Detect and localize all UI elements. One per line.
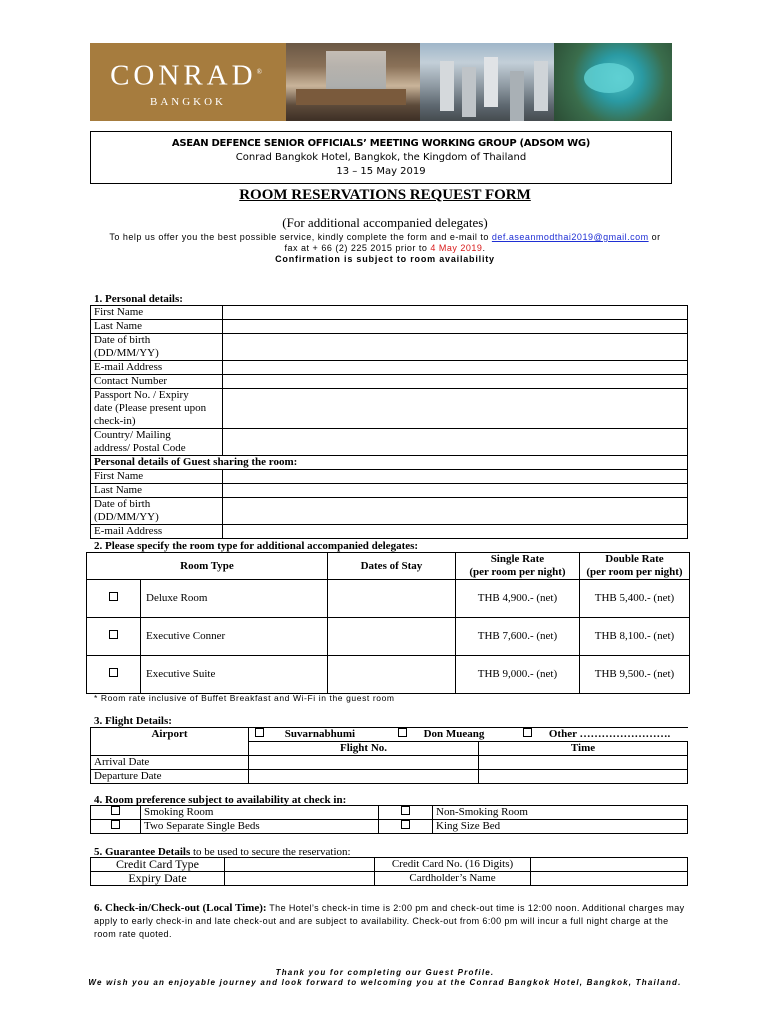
table-row bbox=[91, 470, 688, 484]
dates-header: Dates of Stay bbox=[327, 553, 455, 580]
table-row bbox=[91, 484, 688, 498]
availability-note: Confirmation is subject to room availability bbox=[275, 254, 495, 264]
flight-no-header: Flight No. bbox=[249, 742, 479, 756]
arrival-time-input[interactable] bbox=[479, 756, 688, 770]
instructions-line2: fax at + 66 (2) 225 2015 prior to 4 May 2019. bbox=[284, 243, 486, 253]
cardholder-input[interactable] bbox=[531, 872, 688, 886]
hotel-room-photo bbox=[286, 43, 420, 121]
executive-checkbox[interactable] bbox=[109, 630, 118, 639]
field-label: E-mail Address bbox=[91, 361, 223, 375]
card-label: Credit Card Type bbox=[91, 858, 225, 872]
deluxe-checkbox[interactable] bbox=[109, 592, 118, 601]
thank-you-line: Thank you for completing our Guest Profile. bbox=[275, 968, 495, 977]
field-label: First Name bbox=[91, 470, 223, 484]
guest-dob-input[interactable] bbox=[223, 498, 688, 525]
deadline-date: 4 May 2019 bbox=[430, 243, 483, 253]
table-row bbox=[91, 525, 688, 539]
double-rate-header: Double Rate (per room per night) bbox=[579, 553, 689, 580]
table-row bbox=[91, 742, 688, 756]
time-header: Time bbox=[479, 742, 688, 756]
row-label: Arrival Date bbox=[91, 756, 249, 770]
single-rate: THB 4,900.- (net) bbox=[455, 580, 579, 618]
room-name: Deluxe Room bbox=[141, 580, 328, 618]
room-type-header: Room Type bbox=[87, 553, 328, 580]
conrad-logo: CONRAD® BANGKOK bbox=[90, 43, 286, 121]
card-number-input[interactable] bbox=[531, 858, 688, 872]
policy-text: The Hotel’s check-in time is 2:00 pm and check-out time is 12:00 noon. Additional charges may apply to early check-in and late check-out and are subject to availability. Check-out from 6:00 pm will incur a full night charge at the room rate quoted. bbox=[94, 903, 685, 939]
contact-number-input[interactable] bbox=[223, 375, 688, 389]
table-row bbox=[91, 361, 688, 375]
table-row bbox=[91, 389, 688, 429]
smoking-checkbox[interactable] bbox=[111, 806, 120, 815]
checkin-checkout-policy bbox=[94, 902, 688, 941]
suite-checkbox[interactable] bbox=[109, 668, 118, 677]
single-rate: THB 7,600.- (net) bbox=[455, 618, 579, 656]
suite-dates-input[interactable] bbox=[327, 656, 455, 694]
table-row bbox=[91, 756, 688, 770]
room-name: Executive Suite bbox=[141, 656, 328, 694]
dob-input[interactable] bbox=[223, 334, 688, 361]
airport-options bbox=[249, 728, 688, 742]
table-row bbox=[91, 498, 688, 525]
guest-details-header: Personal details of Guest sharing the room: bbox=[91, 456, 688, 470]
section1-title: 1. Personal details: bbox=[94, 293, 183, 305]
personal-details-table bbox=[90, 305, 688, 539]
event-venue: Conrad Bangkok Hotel, Bangkok, the Kingdom of Thailand bbox=[235, 152, 527, 163]
table-row bbox=[91, 320, 688, 334]
table-row bbox=[91, 456, 688, 470]
single-rate: THB 9,000.- (net) bbox=[455, 656, 579, 694]
address-input[interactable] bbox=[223, 429, 688, 456]
field-label: Country/ Mailing address/ Postal Code bbox=[91, 429, 223, 456]
deluxe-checkbox-cell bbox=[87, 580, 141, 618]
room-name: Executive Conner bbox=[141, 618, 328, 656]
event-dates: 13 – 15 May 2019 bbox=[336, 166, 426, 177]
field-label: Date of birth (DD/MM/YY) bbox=[91, 498, 223, 525]
executive-checkbox-cell bbox=[87, 618, 141, 656]
event-header bbox=[90, 131, 672, 184]
suvarnabhumi-checkbox[interactable] bbox=[255, 728, 264, 737]
guest-last-name-input[interactable] bbox=[223, 484, 688, 498]
table-row bbox=[91, 375, 688, 389]
field-label: Passport No. / Expiry date (Please present upon check-in) bbox=[91, 389, 223, 429]
section3-title: 3. Flight Details: bbox=[94, 715, 172, 727]
flight-details-table bbox=[90, 727, 688, 784]
table-row bbox=[87, 656, 690, 694]
card-label: Credit Card No. (16 Digits) bbox=[375, 858, 531, 872]
section5-title: 5. Guarantee Details to be used to secure the reservation: bbox=[94, 846, 351, 858]
section4-title: 4. Room preference subject to availability at check in: bbox=[94, 794, 347, 806]
card-type-input[interactable] bbox=[225, 858, 375, 872]
field-label: Last Name bbox=[91, 320, 223, 334]
double-rate: THB 9,500.- (net) bbox=[579, 656, 689, 694]
table-row bbox=[91, 806, 688, 820]
guarantee-table bbox=[90, 857, 688, 886]
room-type-table bbox=[86, 552, 690, 694]
guest-first-name-input[interactable] bbox=[223, 470, 688, 484]
pref-label: Smoking Room bbox=[141, 806, 379, 820]
pref-label: King Size Bed bbox=[433, 820, 688, 834]
field-label: E-mail Address bbox=[91, 525, 223, 539]
table-row bbox=[91, 728, 688, 742]
guest-email-input[interactable] bbox=[223, 525, 688, 539]
suite-checkbox-cell bbox=[87, 656, 141, 694]
table-header-row bbox=[87, 553, 690, 580]
hotel-banner bbox=[90, 43, 672, 121]
king-bed-checkbox[interactable] bbox=[401, 820, 410, 829]
departure-time-input[interactable] bbox=[479, 770, 688, 784]
table-row bbox=[91, 334, 688, 361]
city-skyline-photo bbox=[420, 43, 554, 121]
table-row bbox=[87, 580, 690, 618]
departure-flight-input[interactable] bbox=[249, 770, 479, 784]
form-subtitle: (For additional accompanied delegates) bbox=[282, 215, 488, 230]
field-label: Date of birth (DD/MM/YY) bbox=[91, 334, 223, 361]
first-name-input[interactable] bbox=[223, 306, 688, 320]
option-label: Other ……………………. bbox=[548, 728, 671, 740]
arrival-flight-input[interactable] bbox=[249, 756, 479, 770]
pool-photo bbox=[554, 43, 672, 121]
email-input[interactable] bbox=[223, 361, 688, 375]
event-name: ASEAN DEFENCE SENIOR OFFICIALS’ MEETING WORKING GROUP (ADSOM WG) bbox=[171, 138, 591, 149]
other-airport-checkbox[interactable] bbox=[523, 728, 532, 737]
table-row bbox=[91, 872, 688, 886]
twin-beds-checkbox[interactable] bbox=[111, 820, 120, 829]
room-preference-table bbox=[90, 805, 688, 834]
table-row bbox=[91, 770, 688, 784]
table-row bbox=[87, 618, 690, 656]
option-label: Don Mueang bbox=[423, 728, 485, 740]
room-rate-note: * Room rate inclusive of Buffet Breakfast and Wi-Fi in the guest room bbox=[94, 693, 395, 703]
row-label: Departure Date bbox=[91, 770, 249, 784]
email-link[interactable]: def.aseanmodthai2019@gmail.com bbox=[491, 232, 649, 242]
section2-title: 2. Please specify the room type for additional accompanied delegates: bbox=[94, 540, 419, 552]
instructions-line1: To help us offer you the best possible service, kindly complete the form and e-mail to def.aseanmodthai2019@gmail.com or bbox=[109, 232, 661, 242]
expiry-input[interactable] bbox=[225, 872, 375, 886]
pref-label: Two Separate Single Beds bbox=[141, 820, 379, 834]
double-rate: THB 8,100.- (net) bbox=[579, 618, 689, 656]
option-label: Suvarnabhumi bbox=[284, 728, 356, 740]
pref-label: Non-Smoking Room bbox=[433, 806, 688, 820]
table-row bbox=[91, 306, 688, 320]
airport-label: Airport bbox=[91, 728, 249, 742]
passport-input[interactable] bbox=[223, 389, 688, 429]
field-label: Last Name bbox=[91, 484, 223, 498]
section6-title: 6. Check-in/Check-out (Local Time): bbox=[94, 902, 267, 914]
table-row bbox=[91, 820, 688, 834]
field-label: First Name bbox=[91, 306, 223, 320]
deluxe-dates-input[interactable] bbox=[327, 580, 455, 618]
field-label: Contact Number bbox=[91, 375, 223, 389]
form-title: ROOM RESERVATIONS REQUEST FORM bbox=[239, 187, 531, 203]
card-label: Cardholder’s Name bbox=[375, 872, 531, 886]
last-name-input[interactable] bbox=[223, 320, 688, 334]
non-smoking-checkbox[interactable] bbox=[401, 806, 410, 815]
executive-dates-input[interactable] bbox=[327, 618, 455, 656]
card-label: Expiry Date bbox=[91, 872, 225, 886]
welcome-line: We wish you an enjoyable journey and look forward to welcoming you at the Conrad Bangkok Hotel, Bangkok, Thailand. bbox=[88, 978, 682, 987]
single-rate-header: Single Rate (per room per night) bbox=[455, 553, 579, 580]
don-mueang-checkbox[interactable] bbox=[398, 728, 407, 737]
table-row bbox=[91, 858, 688, 872]
double-rate: THB 5,400.- (net) bbox=[579, 580, 689, 618]
table-row bbox=[91, 429, 688, 456]
